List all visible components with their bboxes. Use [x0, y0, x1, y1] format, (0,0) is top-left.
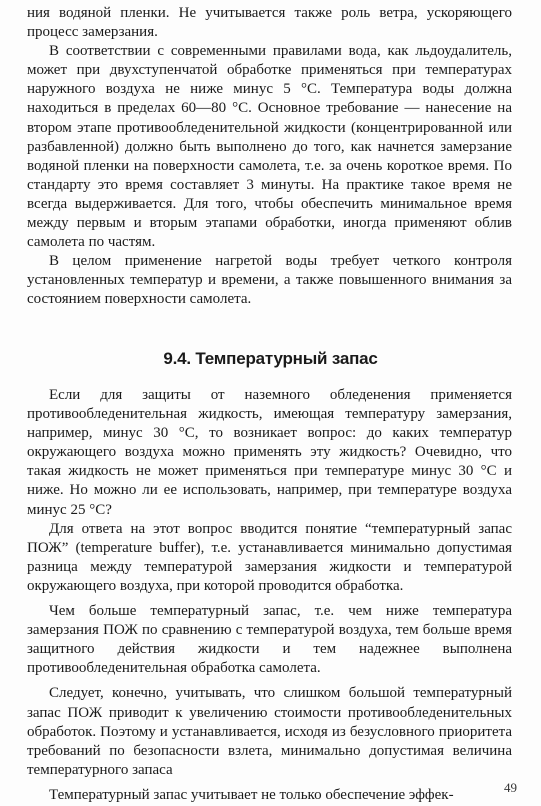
paragraph-continues: Температурный запас учитывает не только обеспечение эффек-: [49, 786, 454, 803]
paragraph-continuation: ния водяной пленки. Не учитывается также роль ветра, ускоряющего процесс замерзания.: [27, 5, 512, 41]
top-text-block: [27, 4, 512, 310]
bottom-text-block: [27, 386, 512, 805]
paragraph-cost-consideration: Следует, конечно, учитывать, что слишком большой температурный запас ПОЖ приводит к увеличению стоимости противообледенительных обработок. Поэтому и устанавливается, исходя из безусловного приоритета требований по безопасности взлета, минимально допустимая величина температурного запаса: [27, 685, 512, 778]
paragraph-fluid-question: Если для защиты от наземного обледенения применяется противообледенительная жидкость, имеющая температуру замерзания, например, минус 30 °С, то возникает вопрос: до каких температур окружающего воздуха можно применять эту жидкость? Очевидно, что такая жидкость не может применяться при температуре минус 30 °С и ниже. Но можно ли ее использовать, например, при температуре воздуха минус 25 °С?: [27, 387, 512, 518]
page-number: 49: [504, 780, 517, 795]
section-heading: 9.4. Температурный запас: [163, 349, 378, 368]
paragraph-water-rules: В соответствии с современными правилами вода, как льдоудалитель, может при двухступенчатой обработке применяться при температурах наружного воздуха не ниже минус 5 °С. Температура воды должна находиться в пределах 60—80 °С. Основное требование — нанесение на втором этапе противообледенительной жидкости (концентрированной или разбавленной) должно быть выполнено до того, как начнется замерзание водяной пленки на поверхности самолета, т.е. за очень короткое время. По стандарту это время составляет 3 минуты. На практике такое время не всегда выдерживается. Для того, чтобы обеспечить минимальное время между первым и вторым этапами обработки, иногда применяют облив самолета по частям.: [27, 43, 512, 251]
paragraph-larger-buffer: Чем больше температурный запас, т.е. чем ниже температура замерзания ПОЖ по сравнению с температурой воздуха, тем больше время защитного действия жидкости и тем надежнее выполнена противообледенительная обработка самолета.: [27, 603, 512, 677]
paragraph-temperature-buffer-definition: Для ответа на этот вопрос вводится понятие “температурный запас ПОЖ” (temperature buffer), т.е. устанавливается минимально допустимая разница между температурой замерзания жидкости и температурой окружающего воздуха, при которой проводится обработка.: [27, 520, 512, 594]
paragraph-heated-water: В целом применение нагретой воды требует четкого контроля установленных температур и времени, а также повышенного внимания за состоянием поверхности самолета.: [27, 253, 512, 308]
